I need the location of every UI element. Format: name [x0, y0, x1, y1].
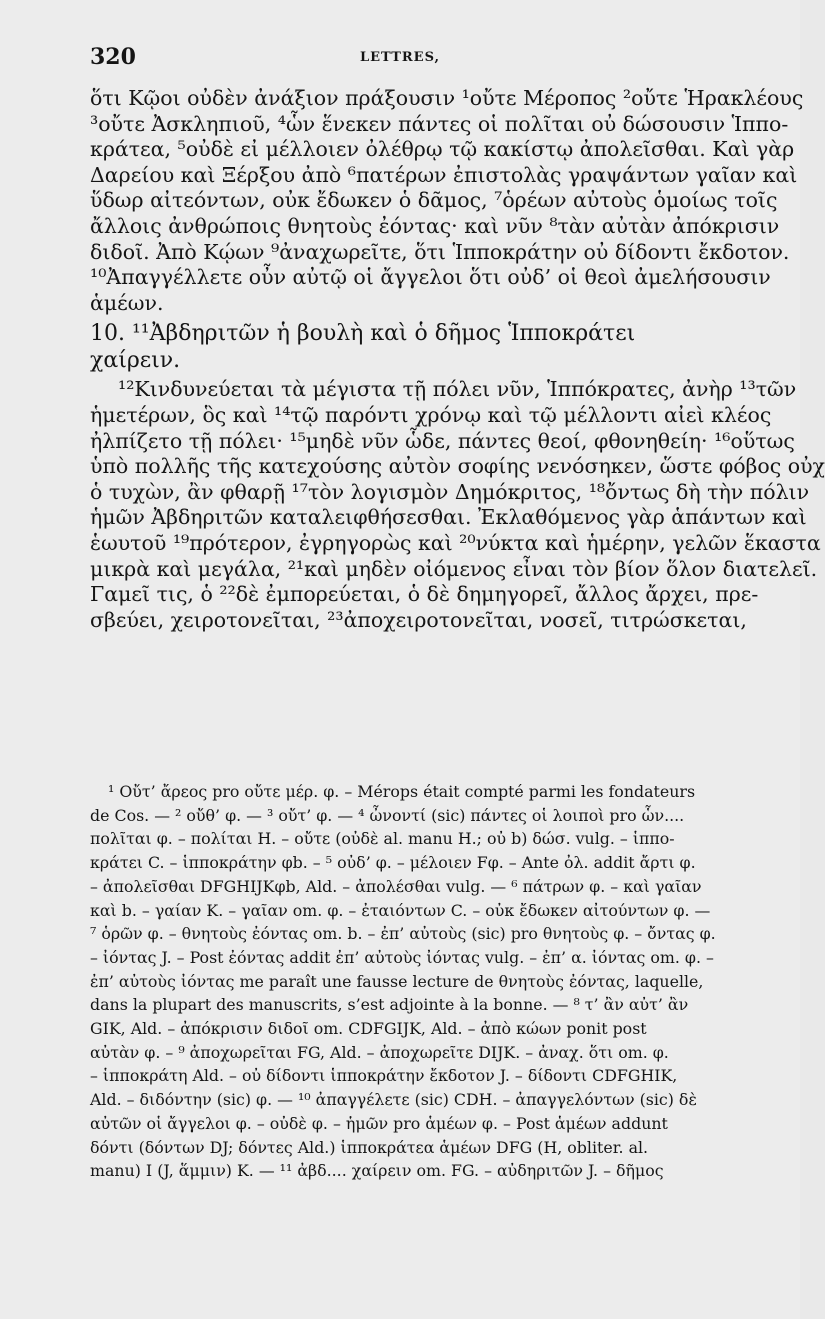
- text-line: ἠλπίζετο τῇ πόλει· ¹⁵μηδὲ νῦν ὧδε, πάντες θεοί, φθονηθείη· ¹⁶οὕτως: [90, 428, 795, 453]
- footnote-line: – ἱπποκράτη Ald. – οὐ δίδοντι ἱπποκράτην ἔκδοτον J. – δίδοντι CDFGHIK,: [90, 1066, 678, 1086]
- text-line: ἄλλοις ἀνθρώποις θνητοὺς ἐόντας· καὶ νῦν ⁸τὰν αὐτὰν ἀπόκρισιν: [90, 213, 780, 238]
- text-line: σβεύει, χειροτονεῖται, ²³ἀποχειροτονεῖται, νοσεῖ, τιτρώσκεται,: [90, 607, 747, 632]
- greek-paragraph-2: [90, 377, 825, 633]
- footnote-line: – ἰόντας J. – Post ἐόντας addit ἐπ’ αὐτοὺς ἰόντας vulg. – ἐπ’ α. ἰόντας om. φ. –: [90, 947, 714, 967]
- section-title-line: χαίρειν.: [90, 348, 181, 374]
- text-line: ¹⁰Ἀπαγγέλλετε οὖν αὐτῷ οἱ ἄγγελοι ὅτι οὐδ’ οἱ θεοὶ ἀμελήσουσιν: [90, 265, 771, 290]
- footnote-line: καὶ b. – γαίαν K. – γαῖαν om. φ. – ἐταιόντων C. – οὐκ ἔδωκεν αἰτούντων φ. —: [90, 900, 711, 920]
- text-line: ¹²Κινδυνεύεται τὰ μέγιστα τῇ πόλει νῦν, Ἱππόκρατες, ἀνὴρ ¹³τῶν: [118, 377, 797, 402]
- text-line: ὁ τυχὼν, ἂν φθαρῇ ¹⁷τὸν λογισμὸν Δημόκριτος, ¹⁸ὄντως δὴ τὴν πόλιν: [90, 479, 810, 504]
- text-line: μικρὰ καὶ μεγάλα, ²¹καὶ μηδὲν οἰόμενος εἶναι τὸν βίον ὅλον διατελεῖ.: [90, 556, 818, 581]
- footnote-line: αὐτὰν φ. – ⁹ ἀποχωρεῖται FG, Ald. – ἀποχωρεῖτε DIJK. – ἀναχ. ὅτι om. φ.: [90, 1042, 669, 1062]
- footnote-line: ⁷ ὁρῶν φ. – θνητοὺς ἐόντας om. b. – ἐπ’ αὐτοὺς (sic) pro θνητοὺς φ. – ὄντας φ.: [90, 924, 716, 944]
- text-line: ἡμετέρων, ὃς καὶ ¹⁴τῷ παρόντι χρόνῳ καὶ τῷ μέλλοντι αἰεὶ κλέος: [90, 402, 772, 427]
- text-line: ἁμέων.: [90, 290, 164, 315]
- running-head: LETTRES,: [359, 50, 441, 65]
- text-line: διδοῖ. Ἀπὸ Κῴων ⁹ἀναχωρεῖτε, ὅτι Ἱπποκράτην οὐ δίδοντι ἔκδοτον.: [90, 239, 790, 264]
- footnote-line: Ald. – διδόντην (sic) φ. — ¹⁰ ἀπαγγέλετε (sic) CDH. – ἀπαγγελόντων (sic) δὲ: [90, 1090, 697, 1110]
- text-line: ἡμῶν Ἀβδηριτῶν καταλειφθήσεσθαι. Ἐκλαθόμενος γὰρ ἁπάντων καὶ: [90, 505, 807, 530]
- footnote-line: dans la plupart des manuscrits, s’est adjointe à la bonne. — ⁸ τ’ ἂν αὐτ’ ἂν: [90, 995, 689, 1015]
- footnote-line: δόντι (δόντων DJ; δόντες Ald.) ἱπποκράτεα ἁμέων DFG (H, obliter. al.: [90, 1137, 649, 1157]
- greek-paragraph-1: [90, 86, 804, 316]
- footnote-line: αὐτῶν οἱ ἄγγελοι φ. – οὐδὲ φ. – ἡμῶν pro ἁμέων φ. – Post ἁμέων addunt: [90, 1113, 668, 1133]
- text-line: ὅτι Κῷοι οὐδὲν ἀνάξιον πράξουσιν ¹οὔτε Μέροπος ²οὔτε Ἡρακλέους: [90, 86, 804, 110]
- text-line: Δαρείου καὶ Ξέρξου ἀπὸ ⁶πατέρων ἐπιστολὰς γραψάντων γαῖαν καὶ: [90, 162, 798, 187]
- text-line: Γαμεῖ τις, ὁ ²²δὲ ἐμπορεύεται, ὁ δὲ δημηγορεῖ, ἄλλος ἄρχει, πρε-: [90, 582, 759, 607]
- footnotes: [90, 780, 748, 1183]
- footnote-line: – ἀπολεῖσθαι DFGHIJKφb, Ald. – ἀπολέσθαι vulg. — ⁶ πάτρων φ. – καὶ γαῖαν: [90, 876, 702, 896]
- text-line: ³οὔτε Ἀσκληπιοῦ, ⁴ὧν ἕνεκεν πάντες οἱ πολῖται οὐ δώσουσιν Ἱππο-: [90, 111, 789, 136]
- footnote-line: manu) I (J, ἅμμιν) K. — ¹¹ ἀβδ.... χαίρειν om. FG. – αὐδηριτῶν J. – δῆμος: [90, 1161, 664, 1181]
- page-header: [90, 44, 710, 72]
- footnote-line: ἐπ’ αὐτοὺς ἰόντας me paraît une fausse lecture de θνητοὺς ἐόντας, laquelle,: [90, 971, 704, 991]
- footnote-line: de Cos. — ² οὔθ’ φ. — ³ οὔτ’ φ. — ⁴ ὦνοντί (sic) πάντες οἱ λοιποὶ pro ὧν....: [90, 805, 685, 825]
- footnote-line: ¹ Οὔτ’ ἄρεος pro οὔτε μέρ. φ. – Mérops était compté parmi les fondateurs: [108, 782, 696, 801]
- section-title-line: 10. ¹¹Ἀβδηριτῶν ἡ βουλὴ καὶ ὁ δῆμος Ἱπποκράτει: [90, 321, 636, 347]
- page-number: 320: [90, 44, 136, 70]
- section-heading: [90, 320, 748, 374]
- text-line: ὕδωρ αἰτεόντων, οὐκ ἔδωκεν ὁ δᾶμος, ⁷ὁρέων αὐτοὺς ὁμοίως τοῖς: [90, 188, 778, 213]
- text-line: ὑπὸ πολλῆς τῆς κατεχούσης αὐτὸν σοφίης νενόσηκεν, ὥστε φόβος οὐχ: [90, 454, 825, 479]
- footnote-line: πολῖται φ. – πολίται H. – οὔτε (οὐδὲ al. manu H.; οὐ b) δώσ. vulg. – ἱππο-: [90, 829, 675, 849]
- main-text: [90, 86, 825, 633]
- text-line: ἑωυτοῦ ¹⁹πρότερον, ἐγρηγορὼς καὶ ²⁰νύκτα καὶ ἡμέρην, γελῶν ἕκαστα: [90, 530, 821, 555]
- footnote-line: GIK, Ald. – ἀπόκρισιν διδοῖ om. CDFGIJK, Ald. – ἀπὸ κώων ponit post: [90, 1019, 647, 1039]
- text-line: κράτεα, ⁵οὐδὲ εἰ μέλλοιεν ὀλέθρῳ τῷ κακίστῳ ἀπολεῖσθαι. Καὶ γὰρ: [90, 137, 795, 162]
- footnote-line: κράτει C. – ἱπποκράτην φb. – ⁵ οὐδ’ φ. – μέλοιεν Fφ. – Ante ὀλ. addit ἄρτι φ.: [90, 853, 696, 873]
